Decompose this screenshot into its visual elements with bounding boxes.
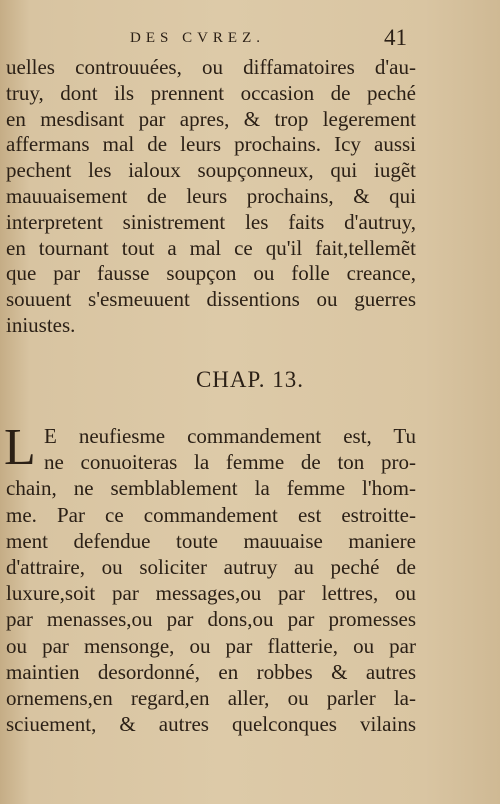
text-line: iniustes. <box>6 312 76 337</box>
running-head <box>0 24 500 50</box>
text-line: ment defendue toute mauuaise maniere <box>6 528 416 553</box>
text-line: me. Par ce commandement est estroitte- <box>6 502 416 527</box>
text-line: d'attraire, ou soliciter autruy au peché de <box>6 555 416 580</box>
text-line: E neufiesme commandement est, Tu <box>44 424 416 448</box>
page-number: 41 <box>384 25 407 50</box>
chapter-paragraph <box>4 419 416 737</box>
text-line: par menasses,ou par dons,ou par promesses <box>6 607 416 632</box>
text-line: mauuaisement de leurs prochains, & qui <box>6 183 416 208</box>
text-line: souuent s'esmeuuent dissentions ou guerres <box>6 287 416 312</box>
drop-cap: L <box>4 419 36 476</box>
text-line: uelles controuuées, ou diffamatoires d'au- <box>6 55 416 79</box>
text-line: pechent les ialoux soupçonneux, qui iugẽt <box>6 158 416 183</box>
running-title: DES CVREZ. <box>130 30 266 46</box>
text-line: affermans mal de leurs prochains. Icy aussi <box>6 132 416 157</box>
text-line: luxure,soit par messages,ou par lettres, ou <box>6 581 416 606</box>
text-line: que par fausse soupçon ou folle creance, <box>6 261 416 286</box>
text-line: interpretent sinistrement les faits d'autruy, <box>6 209 416 234</box>
paragraph-continued <box>6 55 416 339</box>
text-line: truy, dont ils prennent occasion de peché <box>6 80 416 105</box>
text-line: ornemens,en regard,en aller, ou parler la- <box>6 686 416 711</box>
text-line: en mesdisant par apres, & trop legerement <box>6 106 416 131</box>
text-line: chain, ne semblablement la femme l'hom- <box>6 476 416 501</box>
text-line: ou par mensonge, ou par flatterie, ou par <box>6 633 416 658</box>
text-line: ne conuoiteras la femme de ton pro- <box>44 450 416 475</box>
chapter-heading: CHAP. 13. <box>195 367 305 392</box>
text-line: en tournant tout a mal ce qu'il fait,tellemẽt <box>6 235 416 260</box>
text-line: maintien desordonné, en robbes & autres <box>6 659 416 684</box>
text-line: sciuement, & autres quelconques vilains <box>6 712 416 737</box>
